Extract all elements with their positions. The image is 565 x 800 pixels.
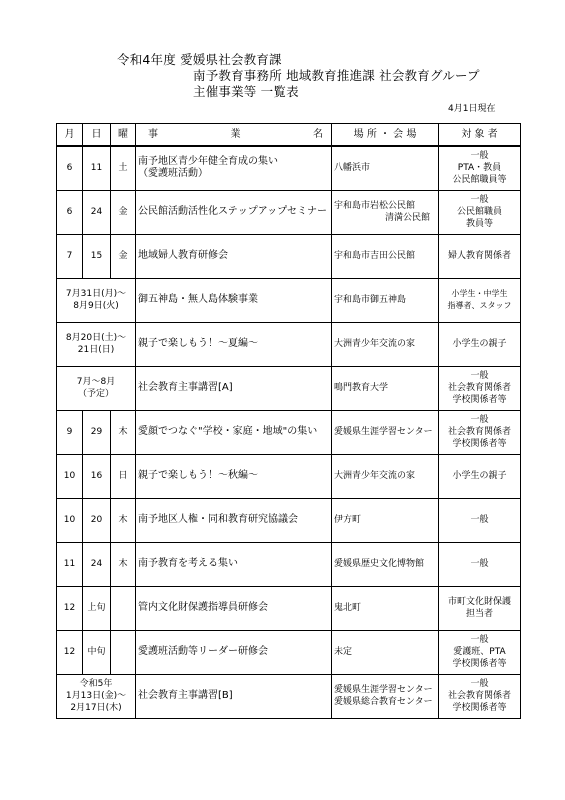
weekday-cell: 土 <box>111 146 136 190</box>
header-place: 場 所 ・ 会 場 <box>332 124 439 147</box>
date-range-line: 8月9日(火) <box>73 301 119 311</box>
target-line: 一般 <box>470 415 489 425</box>
weekday-cell: 金 <box>111 190 136 234</box>
place-cell <box>332 366 439 410</box>
place-line: 宇和島市岩松公民館 <box>334 201 416 211</box>
header-month: 月 <box>57 124 83 147</box>
place-line: 愛媛県歴史文化博物館 <box>334 559 425 569</box>
target-line: 学校関係者等 <box>452 439 507 449</box>
event-name-cell <box>136 322 332 366</box>
event-name-cell <box>136 366 332 410</box>
weekday-cell: 木 <box>111 542 136 586</box>
header-event: 事 業 名 <box>136 124 332 147</box>
event-name-line: 南予地区人権・同和教育研究協議会 <box>138 514 298 525</box>
event-name-line: 南予地区青少年健全育成の集い <box>138 156 278 168</box>
place-line: 未定 <box>334 647 353 657</box>
table-row <box>57 190 521 234</box>
place-cell <box>332 586 439 630</box>
weekday-cell <box>111 586 136 630</box>
event-name-line: （愛護班活動） <box>138 168 208 180</box>
table-row <box>57 146 521 190</box>
date-range-line: 21日(日) <box>77 345 115 355</box>
target-line: 公民館職員 <box>456 207 502 217</box>
document-title <box>117 52 480 100</box>
table-row <box>57 630 521 674</box>
date-range-line: 2月17日(木) <box>70 703 122 713</box>
event-name-line: 公民館活動活性化ステップアップセミナー <box>138 206 327 217</box>
target-line: 社会教育関係者 <box>447 427 511 437</box>
month-cell: 9 <box>57 410 83 454</box>
event-name-cell <box>136 234 332 278</box>
place-line: 大洲青少年交流の家 <box>334 339 416 349</box>
target-line: 一般 <box>470 635 489 645</box>
day-cell: 20 <box>83 498 111 542</box>
place-line: 宇和島市吉田公民館 <box>334 251 416 261</box>
place-cell <box>332 234 439 278</box>
place-cell <box>332 410 439 454</box>
place-line: 清満公民館 <box>384 213 430 223</box>
event-name-line: 愛護班活動等リーダー研修会 <box>138 646 268 657</box>
event-name-cell <box>136 674 332 718</box>
table-row <box>57 586 521 630</box>
target-cell <box>439 234 521 278</box>
event-name-line: 愛顔でつなぐ"学校・家庭・地域"の集い <box>138 426 318 437</box>
day-cell: 上旬 <box>83 586 111 630</box>
place-cell <box>332 454 439 498</box>
target-line: 学校関係者等 <box>452 659 507 669</box>
header-target: 対 象 者 <box>439 124 521 147</box>
place-cell <box>332 146 439 190</box>
header-weekday: 曜 <box>111 124 136 147</box>
table-row <box>57 410 521 454</box>
place-line: 宇和島市御五神島 <box>334 295 407 305</box>
header-day: 日 <box>83 124 111 147</box>
title-line-3: 主催事業等 一覧表 <box>193 84 299 99</box>
date-range-line: 1月13日(金)～ <box>65 691 127 701</box>
table-row <box>57 234 521 278</box>
event-name-cell <box>136 498 332 542</box>
weekday-cell: 木 <box>111 498 136 542</box>
title-line-2: 南予教育事務所 地域教育推進課 社会教育グループ <box>193 68 480 83</box>
place-line: 八幡浜市 <box>334 163 371 174</box>
place-line: 愛媛県生涯学習センター <box>334 427 433 437</box>
target-cell <box>439 674 521 718</box>
target-line: 一般 <box>470 559 489 569</box>
event-name-cell <box>136 278 332 322</box>
target-line: 婦人教育関係者 <box>447 251 511 261</box>
day-cell: 11 <box>83 146 111 190</box>
place-line: 大洲青少年交流の家 <box>334 471 416 481</box>
target-line: 市町文化財保護 <box>447 597 511 607</box>
day-cell: 24 <box>83 190 111 234</box>
place-cell <box>332 190 439 234</box>
target-cell <box>439 146 521 190</box>
target-line: 一般 <box>470 195 489 205</box>
target-cell <box>439 190 521 234</box>
target-cell <box>439 278 521 322</box>
date-range-cell <box>57 674 136 718</box>
month-cell: 6 <box>57 146 83 190</box>
day-cell: 24 <box>83 542 111 586</box>
month-cell: 12 <box>57 630 83 674</box>
event-name-line: 社会教育主事講習[B] <box>138 690 233 701</box>
title-line-1: 令和4年度 愛媛県社会教育課 <box>117 52 282 67</box>
target-line: 担当者 <box>465 609 493 619</box>
as-of-date: 4月1日現在 <box>448 104 496 114</box>
month-cell: 10 <box>57 454 83 498</box>
table-row <box>57 454 521 498</box>
event-name-cell <box>136 586 332 630</box>
event-name-line: 南予教育を考える集い <box>138 558 238 569</box>
date-range-line: 7月～8月 <box>76 377 116 387</box>
target-line: 一般 <box>470 679 489 689</box>
weekday-cell: 金 <box>111 234 136 278</box>
date-range-line: （予定） <box>77 389 114 399</box>
event-name-line: 御五神島・無人島体験事業 <box>138 294 258 305</box>
place-cell <box>332 278 439 322</box>
target-line: 社会教育関係者 <box>447 691 511 701</box>
place-cell <box>332 542 439 586</box>
event-name-cell <box>136 146 332 190</box>
event-name-cell <box>136 542 332 586</box>
day-cell: 29 <box>83 410 111 454</box>
place-line: 鬼北町 <box>334 603 362 613</box>
place-cell <box>332 322 439 366</box>
event-name-line: 社会教育主事講習[A] <box>138 382 233 393</box>
event-name-line: 地域婦人教育研修会 <box>138 250 228 261</box>
place-line: 鳴門教育大学 <box>334 383 389 393</box>
date-range-line: 7月31日(月)～ <box>65 289 127 299</box>
date-range-line: 8月20日(土)～ <box>65 333 127 343</box>
target-line: 社会教育関係者 <box>447 383 511 393</box>
table-row <box>57 498 521 542</box>
place-line: 愛媛県総合教育センター <box>334 697 433 707</box>
place-cell <box>332 498 439 542</box>
target-line: 学校関係者等 <box>452 703 507 713</box>
table-row <box>57 366 521 410</box>
date-range-line: 令和5年 <box>79 679 113 689</box>
header-row <box>57 124 521 147</box>
target-line: PTA・教員 <box>457 163 502 174</box>
day-cell: 16 <box>83 454 111 498</box>
event-name-cell <box>136 190 332 234</box>
date-range-cell <box>57 366 136 410</box>
weekday-cell: 日 <box>111 454 136 498</box>
place-cell <box>332 630 439 674</box>
event-name-cell <box>136 454 332 498</box>
month-cell: 12 <box>57 586 83 630</box>
table-row <box>57 278 521 322</box>
month-cell: 11 <box>57 542 83 586</box>
month-cell: 10 <box>57 498 83 542</box>
day-cell: 中旬 <box>83 630 111 674</box>
target-line: 教員等 <box>465 219 493 229</box>
weekday-cell: 木 <box>111 410 136 454</box>
target-cell <box>439 322 521 366</box>
month-cell: 7 <box>57 234 83 278</box>
target-cell <box>439 366 521 410</box>
target-cell <box>439 410 521 454</box>
target-line: 一般 <box>470 515 489 525</box>
event-name-cell <box>136 630 332 674</box>
target-cell <box>439 542 521 586</box>
target-cell <box>439 630 521 674</box>
event-name-cell <box>136 410 332 454</box>
target-line: 公民館職員等 <box>452 175 507 186</box>
date-range-cell <box>57 322 136 366</box>
table-row <box>57 542 521 586</box>
events-table <box>56 123 521 719</box>
target-line: 一般 <box>470 371 489 381</box>
event-name-line: 管内文化財保護指導員研修会 <box>138 602 268 613</box>
target-line: 指導者、スタッフ <box>447 301 512 310</box>
place-line: 伊方町 <box>334 515 362 525</box>
table-row <box>57 674 521 718</box>
weekday-cell <box>111 630 136 674</box>
place-cell <box>332 674 439 718</box>
place-line: 愛媛県生涯学習センター <box>334 685 433 695</box>
target-cell <box>439 454 521 498</box>
event-name-line: 親子で楽しもう！～秋編～ <box>138 470 258 481</box>
target-line: 一般 <box>470 151 489 162</box>
target-line: 学校関係者等 <box>452 395 507 405</box>
target-line: 愛護班、PTA <box>453 647 506 657</box>
table-row <box>57 322 521 366</box>
month-cell: 6 <box>57 190 83 234</box>
target-line: 小学生の親子 <box>452 471 507 481</box>
date-range-cell <box>57 278 136 322</box>
day-cell: 15 <box>83 234 111 278</box>
target-line: 小学生の親子 <box>452 339 507 349</box>
event-name-line: 親子で楽しもう！～夏編～ <box>138 338 258 349</box>
target-line: 小学生・中学生 <box>451 289 508 298</box>
target-cell <box>439 586 521 630</box>
target-cell <box>439 498 521 542</box>
